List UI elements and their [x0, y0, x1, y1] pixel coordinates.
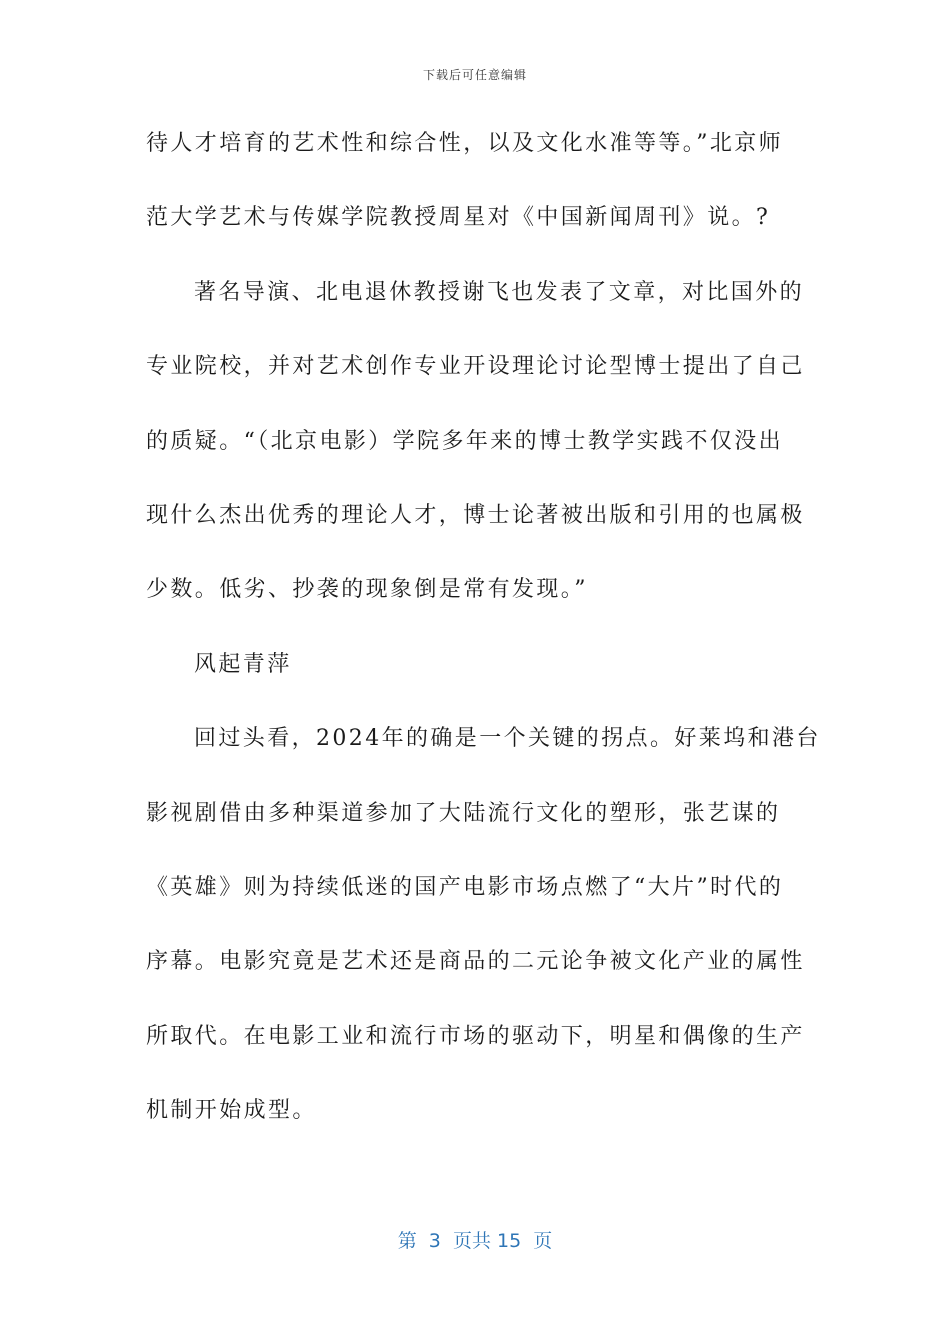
body-line: 《英雄》则为持续低迷的国产电影市场点燃了“大片”时代的 — [146, 874, 784, 900]
body-line: 影视剧借由多种渠道参加了大陆流行文化的塑形，张艺谋的 — [146, 800, 781, 826]
page-header-note: 下载后可任意编辑 — [422, 68, 527, 82]
section-heading: 风起青萍 — [194, 651, 292, 677]
body-line: 专业院校，并对艺术创作专业开设理论讨论型博士提出了自己 — [146, 354, 805, 380]
body-line: 机制开始成型。 — [146, 1098, 317, 1124]
paragraph-start-line: 回过头看，2024年的确是一个关键的拐点。好莱坞和港台 — [194, 726, 821, 752]
body-line: 的质疑。“（北京电影）学院多年来的博士教学实践不仅没出 — [146, 428, 784, 454]
body-line: 待人才培育的艺术性和综合性，以及文化水准等等。”北京师 — [146, 131, 784, 156]
paragraph-start-line: 著名导演、北电退休教授谢飞也发表了文章，对比国外的 — [194, 279, 805, 305]
body-line: 少数。低劣、抄袭的现象倒是常有发现。” — [146, 577, 588, 603]
document-body — [146, 118, 821, 1159]
body-line: 所取代。在电影工业和流行市场的驱动下，明星和偶像的生产 — [146, 1023, 805, 1049]
body-line: 范大学艺术与传媒学院教授周星对《中国新闻周刊》说。? — [146, 205, 771, 231]
body-line: 序幕。电影究竟是艺术还是商品的二元论争被文化产业的属性 — [146, 949, 805, 975]
body-line: 现什么杰出优秀的理论人才，博士论著被出版和引用的也属极 — [146, 502, 805, 528]
page-number-footer: 第 3 页共 15 页 — [397, 1230, 553, 1252]
